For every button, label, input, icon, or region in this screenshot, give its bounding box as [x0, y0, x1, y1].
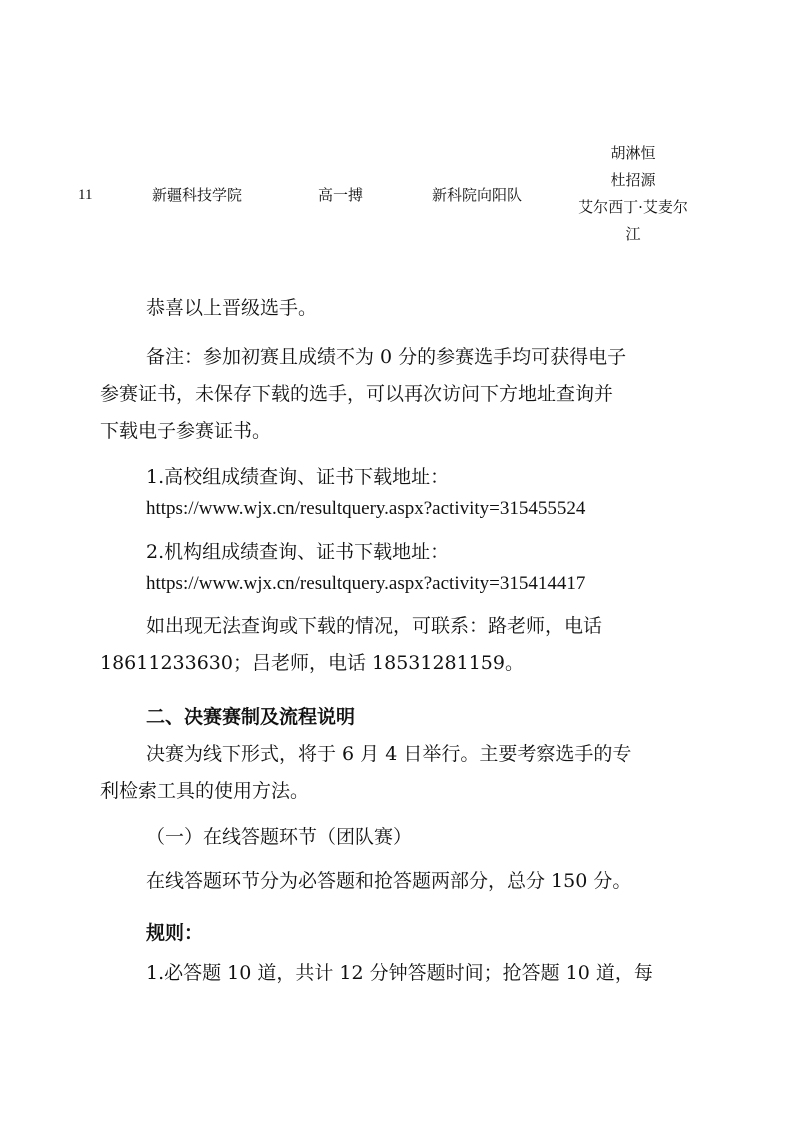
final-desc-line-2: 利检索工具的使用方法。 — [100, 780, 310, 802]
adviser-name: 高一搏 — [318, 186, 364, 204]
institution-query-label: 2.机构组成绩查询、证书下载地址： — [146, 541, 450, 563]
member-3: 艾尔西丁·艾麦尔 — [578, 198, 688, 216]
subsection-1-heading: （一）在线答题环节（团队赛） — [146, 826, 413, 848]
member-2: 杜招源 — [610, 171, 656, 189]
team-name: 新科院向阳队 — [432, 186, 523, 204]
school-name: 新疆科技学院 — [152, 186, 243, 204]
contact-line-1: 如出现无法查询或下载的情况，可联系：路老师，电话 — [146, 615, 603, 637]
online-quiz-desc: 在线答题环节分为必答题和抢答题两部分，总分 150 分。 — [146, 870, 632, 892]
note-line-1: 备注：参加初赛且成绩不为 0 分的参赛选手均可获得电子 — [146, 346, 627, 368]
congrats-text: 恭喜以上晋级选手。 — [146, 297, 318, 319]
note-line-2: 参赛证书，未保存下载的选手，可以再次访问下方地址查询并 — [100, 383, 614, 405]
institution-query-link[interactable]: https://www.wjx.cn/resultquery.aspx?activity=315414417 — [146, 573, 586, 594]
row-number: 11 — [78, 187, 93, 203]
college-query-link[interactable]: https://www.wjx.cn/resultquery.aspx?activity=315455524 — [146, 498, 586, 519]
member-3-continued: 江 — [625, 225, 641, 243]
college-query-label: 1.高校组成绩查询、证书下载地址： — [146, 466, 450, 488]
team-members — [568, 140, 698, 248]
section-2-heading: 二、决赛赛制及流程说明 — [146, 706, 356, 728]
member-1: 胡淋恒 — [610, 144, 656, 162]
note-line-3: 下载电子参赛证书。 — [100, 420, 272, 442]
rule-line-1: 1.必答题 10 道，共计 12 分钟答题时间；抢答题 10 道，每 — [146, 962, 653, 984]
rules-heading: 规则： — [146, 922, 204, 944]
final-desc-line-1: 决赛为线下形式，将于 6 月 4 日举行。主要考察选手的专 — [146, 743, 632, 765]
contact-line-2: 18611233630；吕老师，电话 18531281159。 — [100, 652, 524, 674]
result-table-row — [0, 140, 793, 250]
